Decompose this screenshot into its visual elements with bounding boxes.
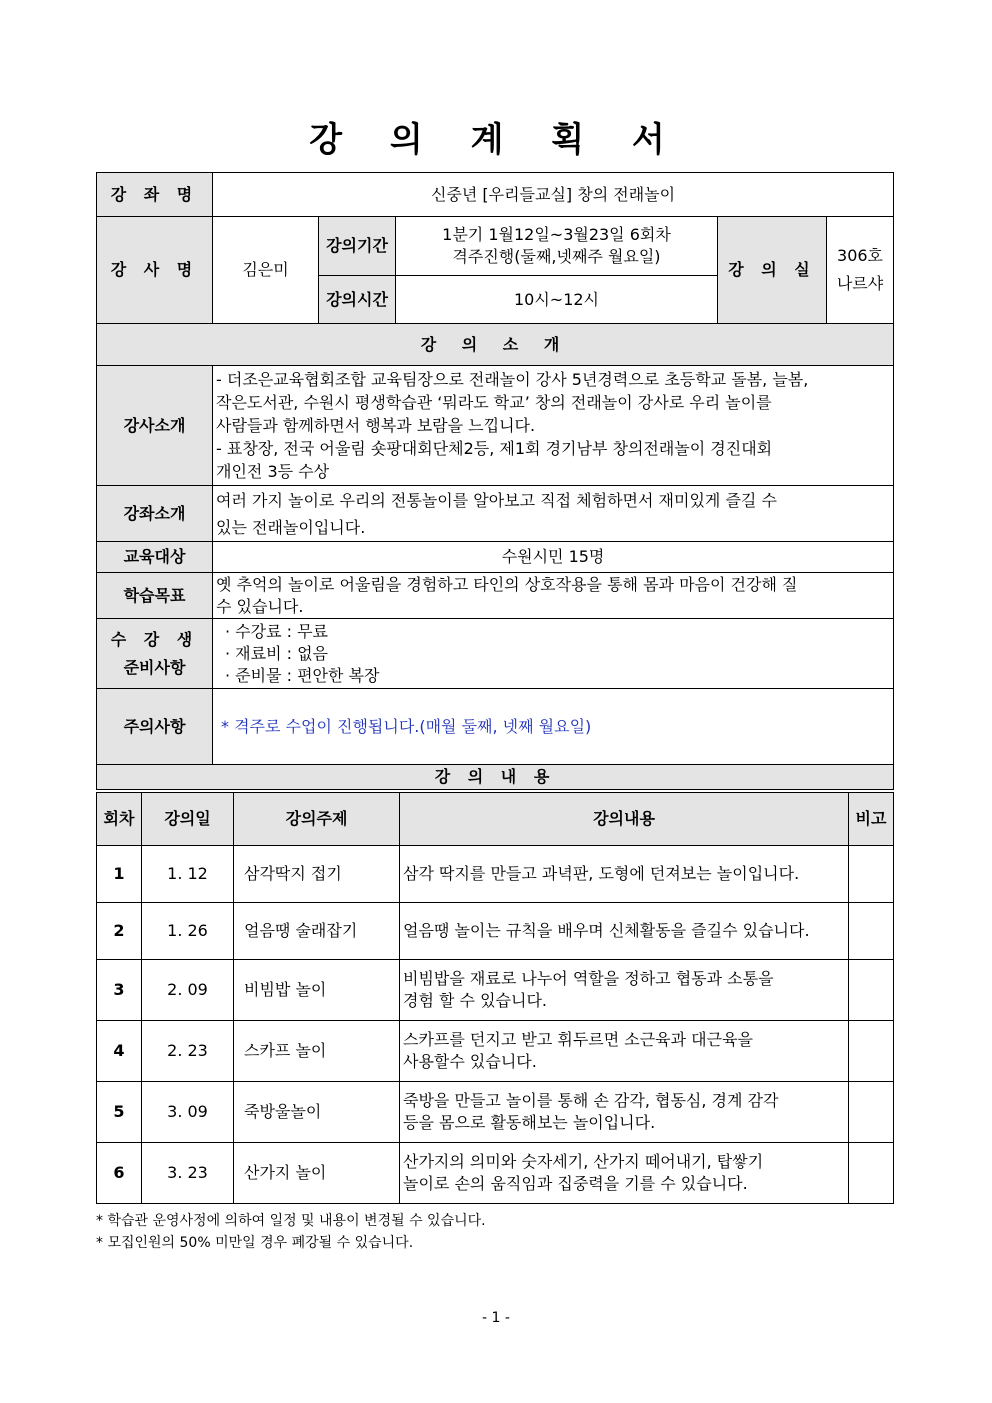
session-note (849, 903, 894, 960)
session-desc (400, 1143, 849, 1204)
goal-line: 수 있습니다. (216, 596, 304, 616)
period-value (396, 217, 718, 276)
room-line-2: 나르샤 (836, 274, 884, 293)
session-desc (400, 846, 849, 903)
instructor-label: 강 사 명 (97, 217, 213, 324)
session-desc (400, 903, 849, 960)
course-intro-text (213, 486, 894, 542)
prep-line: · 재료비 : 없음 (225, 643, 329, 663)
session-no: 3 (97, 960, 142, 1021)
period-line-2: 격주진행(둘째,넷째주 월요일) (452, 247, 661, 266)
teacher-intro-line: - 더조은교육협회조합 교육팀장으로 전래놀이 강사 5년경력으로 초등학교 돌봄, 늘봄, (216, 370, 809, 389)
schedule-header-topic: 강의주제 (234, 793, 400, 846)
prep-text (213, 619, 894, 689)
course-intro-line: 있는 전래놀이입니다. (216, 517, 366, 537)
session-topic: 산가지 놀이 (234, 1143, 400, 1204)
session-topic: 삼각딱지 접기 (234, 846, 400, 903)
instructor-name: 김은미 (213, 217, 319, 324)
session-date: 2. 23 (142, 1021, 234, 1082)
session-no: 6 (97, 1143, 142, 1204)
prep-label (97, 619, 213, 689)
prep-line: · 준비물 : 편안한 복장 (225, 665, 380, 685)
session-note (849, 1143, 894, 1204)
schedule-header-note: 비고 (849, 793, 894, 846)
prep-label-line-1: 수 강 생 (110, 629, 199, 649)
room-line-1: 306호 (837, 246, 884, 265)
session-topic: 얼음땡 술래잡기 (234, 903, 400, 960)
teacher-intro-line: - 표창장, 전국 어울림 숏팡대회단체2등, 제1회 경기남부 창의전래놀이 경진대회 (216, 439, 773, 458)
document-title: 강 의 계 획 서 (309, 120, 683, 160)
goal-line: 옛 추억의 놀이로 어울림을 경험하고 타인의 상호작용을 통해 몸과 마음이 건강해 질 (216, 574, 798, 594)
target-value: 수원시민 15명 (213, 542, 894, 573)
teacher-intro-line: 작은도서관, 수원시 평생학습관 ‘뭐라도 학교’ 창의 전래놀이 강사로 우리 놀이를 (216, 393, 772, 412)
session-date: 1. 12 (142, 846, 234, 903)
teacher-intro-label: 강사소개 (97, 366, 213, 486)
time-value: 10시~12시 (396, 276, 718, 324)
session-note (849, 846, 894, 903)
table-row (97, 903, 894, 960)
prep-label-line-2: 준비사항 (123, 657, 186, 677)
table-row (97, 1082, 894, 1143)
course-intro-label: 강좌소개 (97, 486, 213, 542)
footnote-1: * 학습관 운영사정에 의하여 일정 및 내용이 변경될 수 있습니다. (96, 1213, 486, 1229)
session-topic: 비빔밥 놀이 (234, 960, 400, 1021)
course-name-label: 강 좌 명 (97, 173, 213, 217)
page-number: - 1 - (482, 1310, 510, 1326)
teacher-intro-text (213, 366, 894, 486)
table-row (97, 846, 894, 903)
session-date: 3. 09 (142, 1082, 234, 1143)
session-note (849, 1082, 894, 1143)
session-note (849, 960, 894, 1021)
session-desc-line: 삼각 딱지를 만들고 과녁판, 도형에 던져보는 놀이입니다. (403, 864, 800, 883)
table-row (97, 1021, 894, 1082)
schedule-table (96, 792, 894, 1204)
session-desc-line: 경험 할 수 있습니다. (403, 991, 547, 1010)
session-desc-line: 산가지의 의미와 숫자세기, 산가지 떼어내기, 탑쌓기 (403, 1152, 764, 1171)
session-topic: 스카프 놀이 (234, 1021, 400, 1082)
course-name-value: 신중년 [우리들교실] 창의 전래놀이 (213, 173, 894, 217)
session-desc-line: 죽방을 만들고 놀이를 통해 손 감각, 협동심, 경계 감각 (403, 1091, 779, 1110)
caution-text: * 격주로 수업이 진행됩니다.(매월 둘째, 넷째 월요일) (213, 689, 894, 765)
content-section-header: 강 의 내 용 (97, 765, 894, 790)
period-line-1: 1분기 1월12일~3월23일 6회차 (442, 225, 671, 244)
session-date: 1. 26 (142, 903, 234, 960)
session-desc (400, 1021, 849, 1082)
session-note (849, 1021, 894, 1082)
session-no: 4 (97, 1021, 142, 1082)
room-value (827, 217, 894, 324)
course-info-table (96, 172, 894, 790)
session-desc-line: 얼음땡 놀이는 규칙을 배우며 신체활동을 즐길수 있습니다. (403, 921, 810, 940)
session-date: 2. 09 (142, 960, 234, 1021)
table-row (97, 1143, 894, 1204)
session-desc-line: 놀이로 손의 움직임과 집중력을 기를 수 있습니다. (403, 1174, 748, 1193)
intro-section-header: 강 의 소 개 (97, 324, 894, 366)
session-desc-line: 사용할수 있습니다. (403, 1052, 537, 1071)
schedule-header-date: 강의일 (142, 793, 234, 846)
session-desc (400, 1082, 849, 1143)
goal-text (213, 573, 894, 619)
schedule-header-no: 회차 (97, 793, 142, 846)
course-intro-line: 여러 가지 놀이로 우리의 전통놀이를 알아보고 직접 체험하면서 재미있게 즐길 수 (216, 490, 777, 510)
prep-line: · 수강료 : 무료 (225, 621, 329, 641)
table-row (97, 960, 894, 1021)
session-date: 3. 23 (142, 1143, 234, 1204)
session-desc-line: 스카프를 던지고 받고 휘두르면 소근육과 대근육을 (403, 1030, 754, 1049)
session-no: 1 (97, 846, 142, 903)
schedule-header-content: 강의내용 (400, 793, 849, 846)
target-label: 교육대상 (97, 542, 213, 573)
session-no: 2 (97, 903, 142, 960)
room-label: 강 의 실 (718, 217, 827, 324)
time-label: 강의시간 (319, 276, 396, 324)
period-label: 강의기간 (319, 217, 396, 276)
teacher-intro-line: 개인전 3등 수상 (216, 462, 330, 481)
teacher-intro-line: 사람들과 함께하면서 행복과 보람을 느낍니다. (216, 416, 536, 435)
session-desc-line: 비빔밥을 재료로 나누어 역할을 정하고 협동과 소통을 (403, 969, 774, 988)
session-desc-line: 등을 몸으로 활동해보는 놀이입니다. (403, 1113, 656, 1132)
session-topic: 죽방울놀이 (234, 1082, 400, 1143)
session-no: 5 (97, 1082, 142, 1143)
footnote-2: * 모집인원의 50% 미만일 경우 폐강될 수 있습니다. (96, 1235, 414, 1251)
goal-label: 학습목표 (97, 573, 213, 619)
session-desc (400, 960, 849, 1021)
caution-label: 주의사항 (97, 689, 213, 765)
